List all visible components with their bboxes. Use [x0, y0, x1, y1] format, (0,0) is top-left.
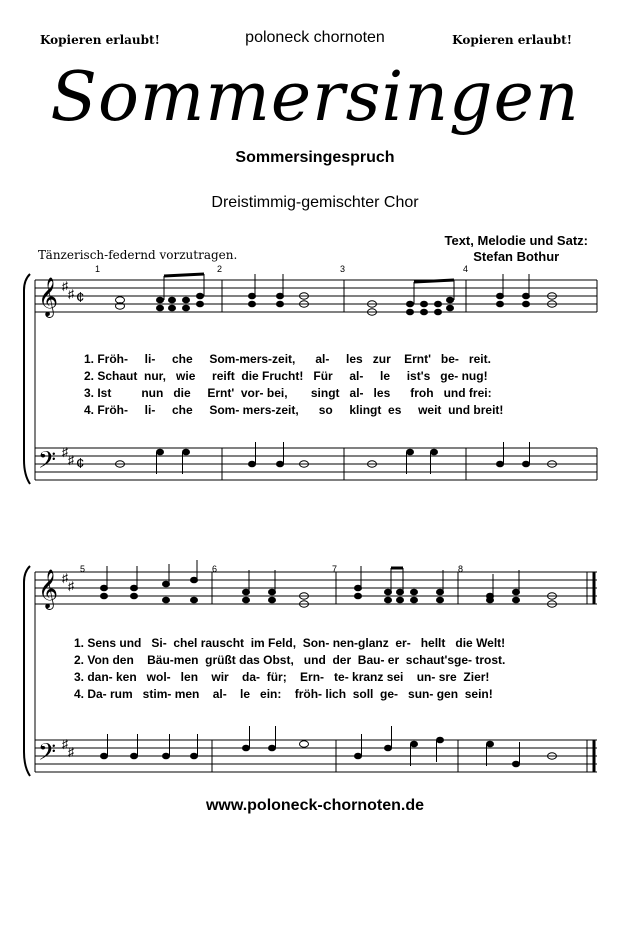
bass-clef-icon: 𝄢 — [38, 739, 57, 770]
bass-staff — [35, 448, 597, 480]
measure-number: 6 — [212, 564, 218, 574]
lyric-line: 2. Schaut nur, wie reift die Frucht! Für al- le ist's ge- nug! — [84, 369, 488, 383]
treble-notes — [101, 560, 557, 607]
bass-notes — [101, 726, 557, 767]
key-signature-sharp-4: ♯ — [68, 453, 74, 467]
time-signature-bass: ¢ — [76, 455, 85, 472]
lyrics-system-2 — [74, 636, 594, 706]
time-signature-treble: ¢ — [76, 289, 85, 306]
key-signature-sharp-2: ♯ — [68, 287, 74, 301]
song-title: Sommersingen — [50, 58, 580, 137]
treble-staff — [35, 280, 597, 312]
measure-number: 8 — [458, 564, 464, 574]
bass-staff — [35, 740, 597, 772]
bass-clef-icon: 𝄢 — [38, 447, 57, 478]
key-signature-sharp-4: ♯ — [68, 745, 74, 759]
system-bracket — [24, 566, 30, 776]
site-name: poloneck chornoten — [245, 29, 385, 46]
measure-number: 2 — [217, 264, 223, 274]
song-subtitle: Sommersingespruch — [235, 149, 395, 166]
credits-author: Stefan Bothur — [473, 249, 560, 264]
measure-number: 4 — [463, 264, 469, 274]
key-signature-sharp-1: ♯ — [62, 279, 68, 293]
treble-clef-icon: 𝄞 — [38, 278, 59, 316]
measure-number: 1 — [95, 264, 101, 274]
lyric-line: 1. Sens und Si- chel rauscht im Feld, Son- nen-glanz er- hellt die Welt! — [74, 636, 506, 650]
key-signature-sharp-2: ♯ — [68, 579, 74, 593]
copy-notice-right: Kopieren erlaubt! — [452, 33, 572, 47]
voicing-label: Dreistimmig-gemischter Chor — [211, 194, 419, 211]
measure-number: 5 — [80, 564, 86, 574]
footer-website-link[interactable]: www.poloneck-chornoten.de — [205, 797, 425, 814]
system-bracket — [24, 274, 30, 484]
treble-clef-icon: 𝄞 — [38, 570, 59, 608]
lyric-line: 3. Ist nun die Ernt' vor- bei, singt al- les froh und frei: — [84, 386, 492, 400]
key-signature-sharp-3: ♯ — [62, 737, 68, 751]
lyrics-system-1 — [84, 352, 604, 422]
lyric-line: 3. dan- ken wol- len wir da- für; Ern- te- kranz sei un- sre Zier! — [74, 670, 490, 684]
lyric-line: 1. Fröh- li- che Som-mers-zeit, al- les zur Ernt' be- reit. — [84, 352, 491, 366]
key-signature-sharp-3: ♯ — [62, 445, 68, 459]
bass-notes — [116, 442, 557, 474]
measure-number: 3 — [340, 264, 346, 274]
credits-label: Text, Melodie und Satz: — [444, 233, 588, 248]
lyric-line: 4. Da- rum stim- men al- le ein: fröh- lich soll ge- sun- gen sein! — [74, 687, 493, 701]
key-signature-sharp-1: ♯ — [62, 571, 68, 585]
copy-notice-left: Kopieren erlaubt! — [40, 33, 160, 47]
lyric-line: 2. Von den Bäu-men grüßt das Obst, und der Bau- er schaut'sge- trost. — [74, 653, 506, 667]
tempo-marking: Tänzerisch-federnd vorzutragen. — [38, 248, 238, 262]
lyric-line: 4. Fröh- li- che Som- mers-zeit, so klingt es weit und breit! — [84, 403, 504, 417]
measure-number: 7 — [332, 564, 338, 574]
